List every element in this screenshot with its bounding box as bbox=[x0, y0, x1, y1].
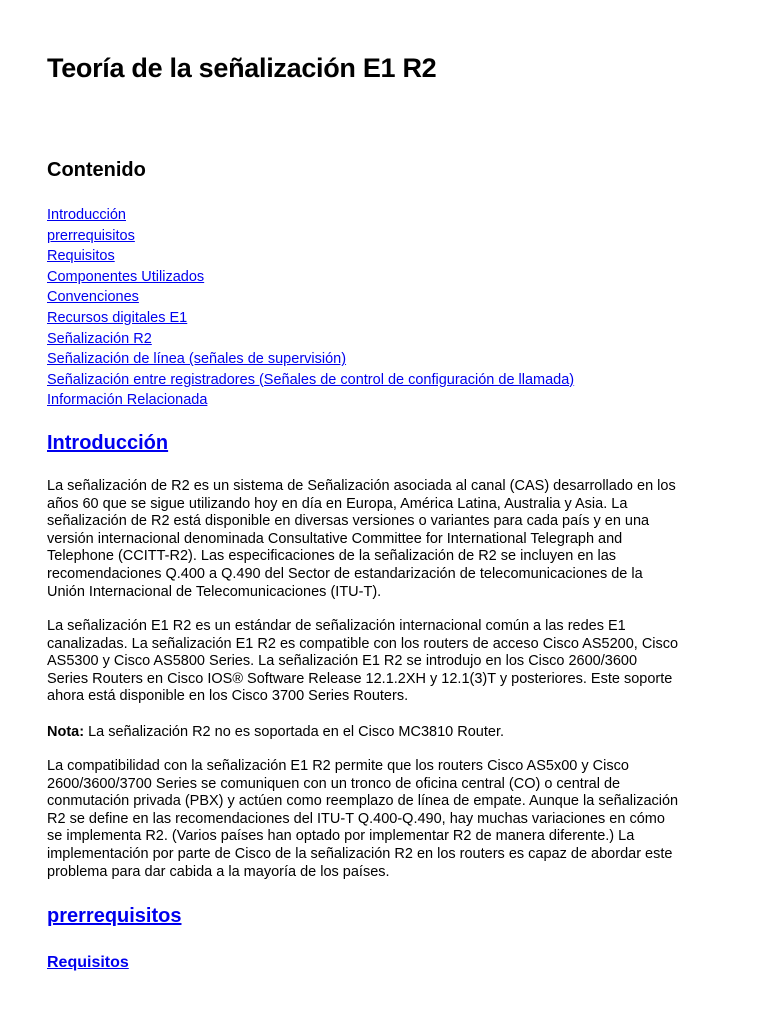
section-heading-prerrequisitos bbox=[47, 905, 181, 928]
toc-link-componentes-utilizados[interactable]: Componentes Utilizados bbox=[47, 268, 205, 285]
toc-link-prerrequisitos[interactable]: prerrequisitos bbox=[47, 227, 135, 244]
toc-link-requisitos[interactable]: Requisitos bbox=[47, 248, 115, 265]
text-line bbox=[47, 724, 504, 742]
note-label: Nota: bbox=[47, 724, 85, 740]
text-line: ahora está disponible en los Cisco 3700 Series Routers. bbox=[47, 688, 409, 705]
toc-link-senalizacion-r2[interactable]: Señalización R2 bbox=[47, 330, 152, 347]
list-item bbox=[47, 287, 574, 308]
toc-heading: Contenido bbox=[47, 159, 146, 181]
toc-link-introduccion[interactable]: Introducción bbox=[47, 207, 126, 223]
text-line: 2600/3600/3700 Series se comuniquen con un tronco de oficina central (CO) o central de bbox=[47, 775, 621, 792]
list-item bbox=[47, 246, 574, 267]
toc-link-recursos-digitales[interactable]: Recursos digitales E1 bbox=[47, 309, 188, 326]
text-line: R2 se define en las recomendaciones del ITU-T Q.400-Q.490, hay muchas variaciones en cómo bbox=[47, 810, 665, 827]
toc-link-convenciones[interactable]: Convenciones bbox=[47, 289, 139, 306]
text-line: problema para dar cabida a la mayoría de los países. bbox=[47, 863, 390, 880]
toc-list bbox=[47, 205, 574, 411]
text-line: canalizadas. La señalización E1 R2 es compatible con los routers de acceso Cisco AS5200, Cisco bbox=[47, 635, 679, 652]
list-item bbox=[47, 267, 574, 288]
text-line: Telephone (CCITT-R2). Las especificaciones de la señalización de R2 se incluyen en las bbox=[47, 548, 617, 565]
note-text: La señalización R2 no es soportada en el Cisco MC3810 Router. bbox=[84, 724, 505, 740]
text-line: recomendaciones Q.400 a Q.490 del Sector de estandarización de telecomunicaciones de la bbox=[47, 565, 643, 582]
text-line: implementación por parte de Cisco de la señalización R2 en los routers es capaz de abordar este bbox=[47, 845, 673, 862]
list-item bbox=[47, 205, 574, 226]
text-line: versión internacional denominada Consultative Committee for International Telegraph and bbox=[47, 530, 623, 547]
text-line: señalización de R2 está disponible en diversas versiones o variantes para cada país y en una bbox=[47, 513, 650, 530]
list-item bbox=[47, 390, 574, 411]
note-paragraph bbox=[47, 724, 504, 742]
toc-link-senalizacion-linea[interactable]: Señalización de línea (señales de supervisión) bbox=[47, 351, 347, 368]
requisitos-heading-link[interactable]: Requisitos bbox=[47, 954, 129, 971]
text-line: La compatibilidad con la señalización E1 R2 permite que los routers Cisco AS5x00 y Cisco bbox=[47, 758, 629, 774]
text-line: AS5300 y Cisco AS5800 Series. La señalización E1 R2 se introdujo en los Cisco 2600/3600 bbox=[47, 653, 638, 670]
text-line: Unión Internacional de Telecomunicaciones (ITU-T). bbox=[47, 583, 382, 600]
intro-paragraph-2 bbox=[47, 618, 678, 706]
text-line: se implementa R2. (Varios países han optado por implementar R2 de manera diferente.) La bbox=[47, 828, 635, 845]
intro-paragraph-3 bbox=[47, 758, 678, 881]
text-line: La señalización E1 R2 es un estándar de señalización internacional común a las redes E1 bbox=[47, 618, 626, 634]
page-title: Teoría de la señalización E1 R2 bbox=[47, 53, 437, 83]
text-line: Series Routers en Cisco IOS® Software Release 12.1.2XH y 12.1(3)T y posteriores. Este soporte bbox=[47, 670, 673, 687]
list-item bbox=[47, 370, 574, 391]
text-line: La señalización de R2 es un sistema de Señalización asociada al canal (CAS) desarrollado en los bbox=[47, 478, 676, 494]
list-item bbox=[47, 329, 574, 350]
toc-link-senalizacion-registradores[interactable]: Señalización entre registradores (Señales de control de configuración de llamada) bbox=[47, 371, 575, 388]
list-item bbox=[47, 308, 574, 329]
text-line: conmutación privada (PBX) y actúen como reemplazo de línea de empate. Aunque la señalización bbox=[47, 793, 679, 810]
introduccion-heading-link[interactable]: Introducción bbox=[47, 432, 169, 454]
intro-paragraph-1 bbox=[47, 478, 676, 601]
list-item bbox=[47, 226, 574, 247]
text-line: años 60 que se sigue utilizando hoy en día en Europa, América Latina, Australia y Asia. La bbox=[47, 495, 628, 512]
list-item bbox=[47, 349, 574, 370]
sub-heading-requisitos bbox=[47, 954, 129, 972]
toc-link-informacion-relacionada[interactable]: Información Relacionada bbox=[47, 392, 208, 409]
prerrequisitos-heading-link[interactable]: prerrequisitos bbox=[47, 905, 182, 927]
section-heading-introduccion bbox=[47, 432, 168, 455]
